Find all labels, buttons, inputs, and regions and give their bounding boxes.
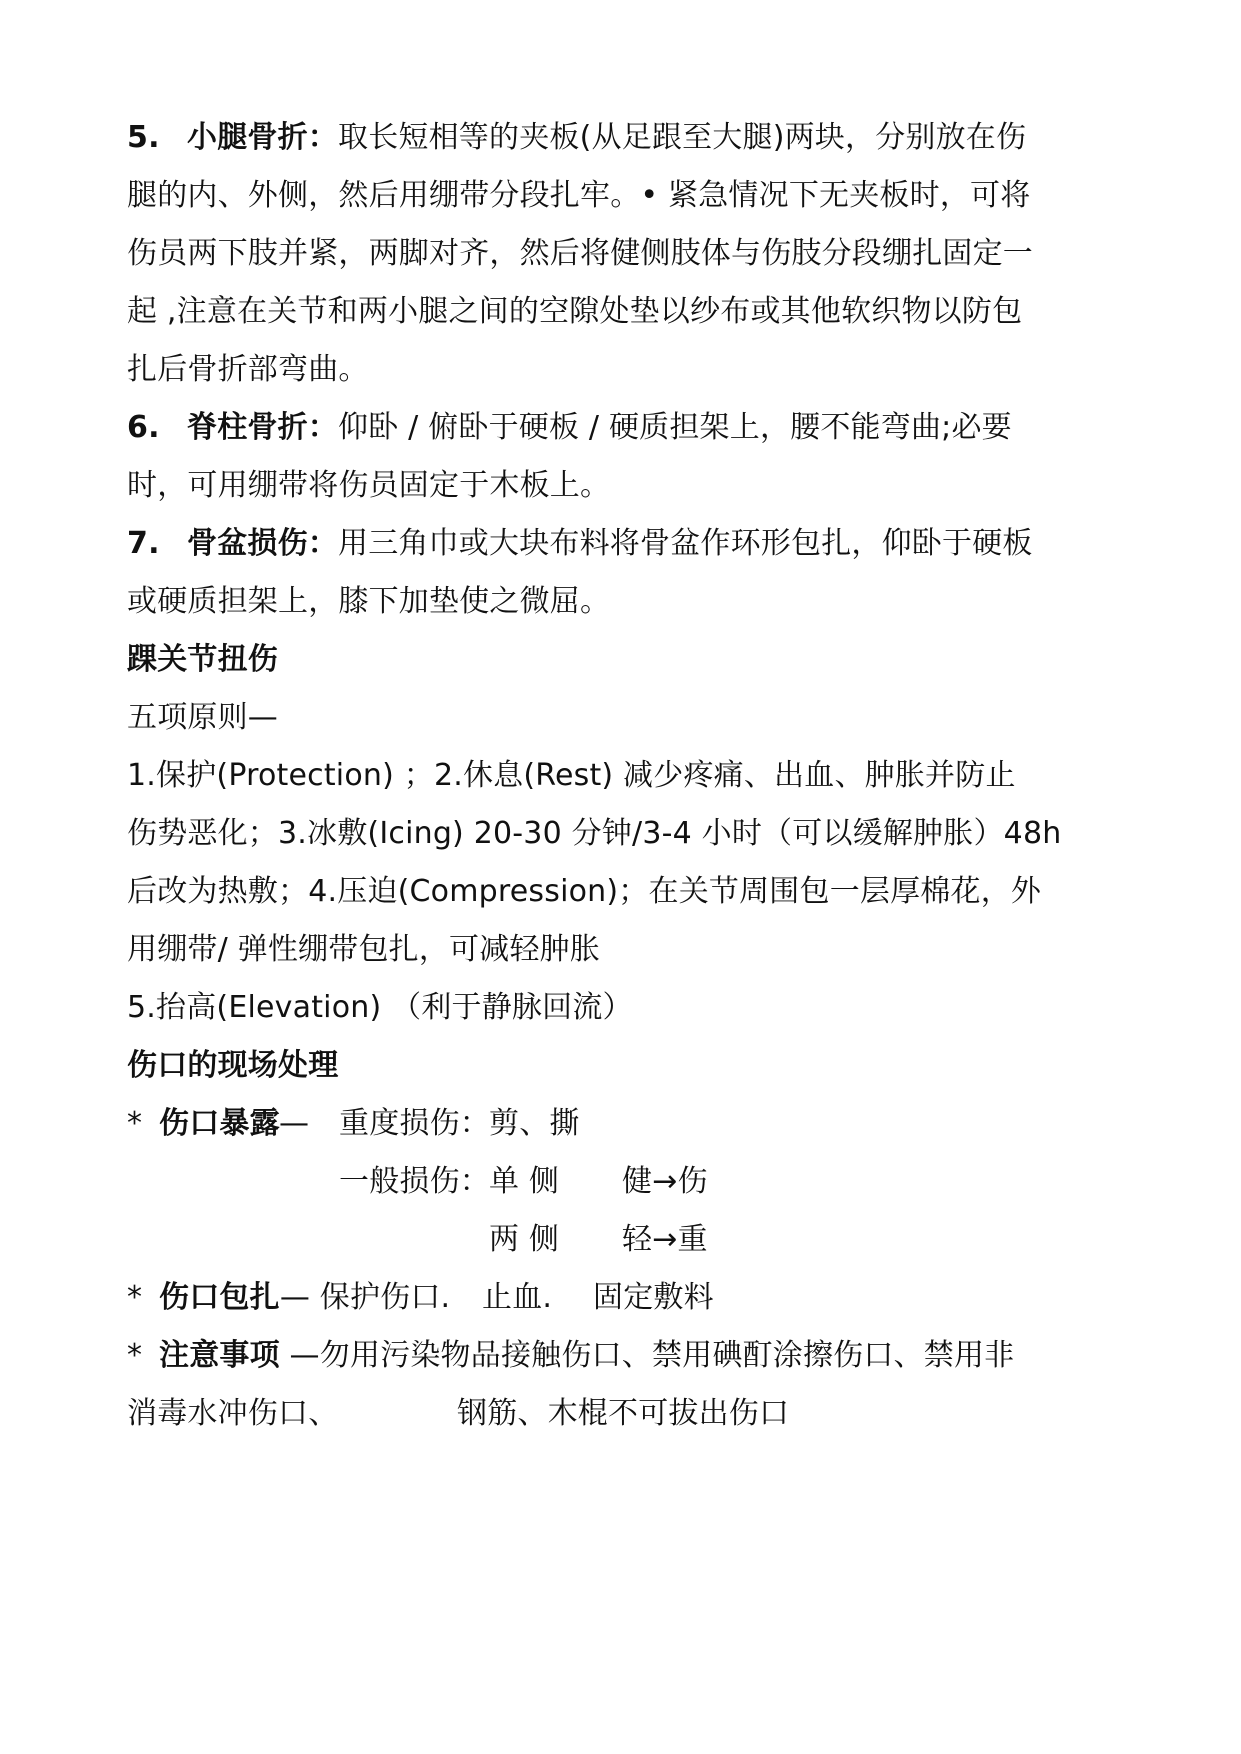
fracture-5-line-2 [127, 174, 1030, 218]
fracture-5-line-4 [127, 290, 1022, 334]
item-number: 5. [127, 120, 160, 155]
bullet-star: * [127, 1280, 143, 1315]
wound-exposure-row [127, 1102, 280, 1146]
notes-line-2a: 消毒水冲伤口、 [127, 1396, 339, 1431]
severe-action: 剪、撕 [489, 1106, 580, 1141]
both-side: 两 侧 [489, 1222, 560, 1257]
item-title: 骨盆损伤： [187, 526, 338, 561]
document-page [127, 0, 1127, 1754]
ankle-heading: 踝关节扭伤 [127, 642, 278, 677]
item-number: 7. [127, 526, 160, 561]
item-text: 仰卧 / 俯卧于硬板 / 硬质担架上，腰不能弯曲;必要 [338, 410, 1012, 445]
wound-bandage-row [127, 1276, 450, 1320]
bullet-star: * [127, 1338, 143, 1373]
ankle-principles-label: 五项原则— [127, 700, 278, 735]
ankle-line-4: 用绷带/ 弹性绷带包扎，可减轻肿胀 [127, 932, 601, 967]
item-text: 腿的内、外侧，然后用绷带分段扎牢。• 紧急情况下无夹板时，可将 [127, 178, 1031, 213]
bullet-star: * [127, 1106, 143, 1141]
wound-heading: 伤口的现场处理 [127, 1048, 339, 1083]
exposure-dash: — [279, 1106, 310, 1141]
fracture-6-line-2 [127, 464, 610, 508]
ankle-line-5: 5.抬高(Elevation) （利于静脉回流） [127, 990, 633, 1025]
notes-line-2b: 钢筋、木棍不可拔出伤口 [457, 1396, 790, 1431]
bandage-title: 伤口包扎 [159, 1280, 280, 1315]
item-text: 用三角巾或大块布料将骨盆作环形包扎，仰卧于硬板 [338, 526, 1033, 561]
item-text: 或硬质担架上，膝下加垫使之微屈。 [127, 584, 611, 619]
ankle-line-3: 后改为热敷；4.压迫(Compression)；在关节周围包一层厚棉花，外 [127, 874, 1042, 909]
bandage-text: — 保护伤口. [279, 1280, 451, 1315]
notes-title: 注意事项 [159, 1338, 280, 1373]
wound-notes-row [127, 1334, 1014, 1378]
exposure-title: 伤口暴露 [159, 1106, 280, 1141]
item-title: 小腿骨折： [187, 120, 338, 155]
both-order: 轻→重 [622, 1222, 708, 1257]
bandage-item-3: 固定敷料 [593, 1280, 714, 1315]
general-label: 一般损伤： [339, 1164, 490, 1199]
item-number: 6. [127, 410, 160, 445]
fracture-5-line-5 [127, 348, 369, 392]
single-order: 健→伤 [622, 1164, 708, 1199]
fracture-7-line-2 [127, 580, 610, 624]
fracture-6-line-1 [127, 406, 1012, 450]
item-text: 扎后骨折部弯曲。 [127, 352, 369, 387]
ankle-line-1: 1.保护(Protection) ；2.休息(Rest) 减少疼痛、出血、肿胀并防止 [127, 758, 1016, 793]
fracture-7-line-1 [127, 522, 1033, 566]
item-text: 起 ,注意在关节和两小腿之间的空隙处垫以纱布或其他软织物以防包 [127, 294, 1023, 329]
bandage-item-2: 止血. [482, 1280, 553, 1315]
severe-label: 重度损伤： [339, 1106, 490, 1141]
ankle-line-2: 伤势恶化；3.冰敷(Icing) 20-30 分钟/3-4 小时（可以缓解肿胀）48h [127, 816, 1062, 851]
notes-text: —勿用污染物品接触伤口、禁用碘酊涂擦伤口、禁用非 [279, 1338, 1015, 1373]
fracture-5-line-3 [127, 232, 1033, 276]
item-text: 时，可用绷带将伤员固定于木板上。 [127, 468, 611, 503]
item-text: 取长短相等的夹板(从足跟至大腿)两块，分别放在伤 [338, 120, 1027, 155]
item-text: 伤员两下肢并紧，两脚对齐，然后将健侧肢体与伤肢分段绷扎固定一 [127, 236, 1033, 271]
item-title: 脊柱骨折： [187, 410, 338, 445]
fracture-5-line-1 [127, 116, 1026, 160]
single-side: 单 侧 [489, 1164, 560, 1199]
